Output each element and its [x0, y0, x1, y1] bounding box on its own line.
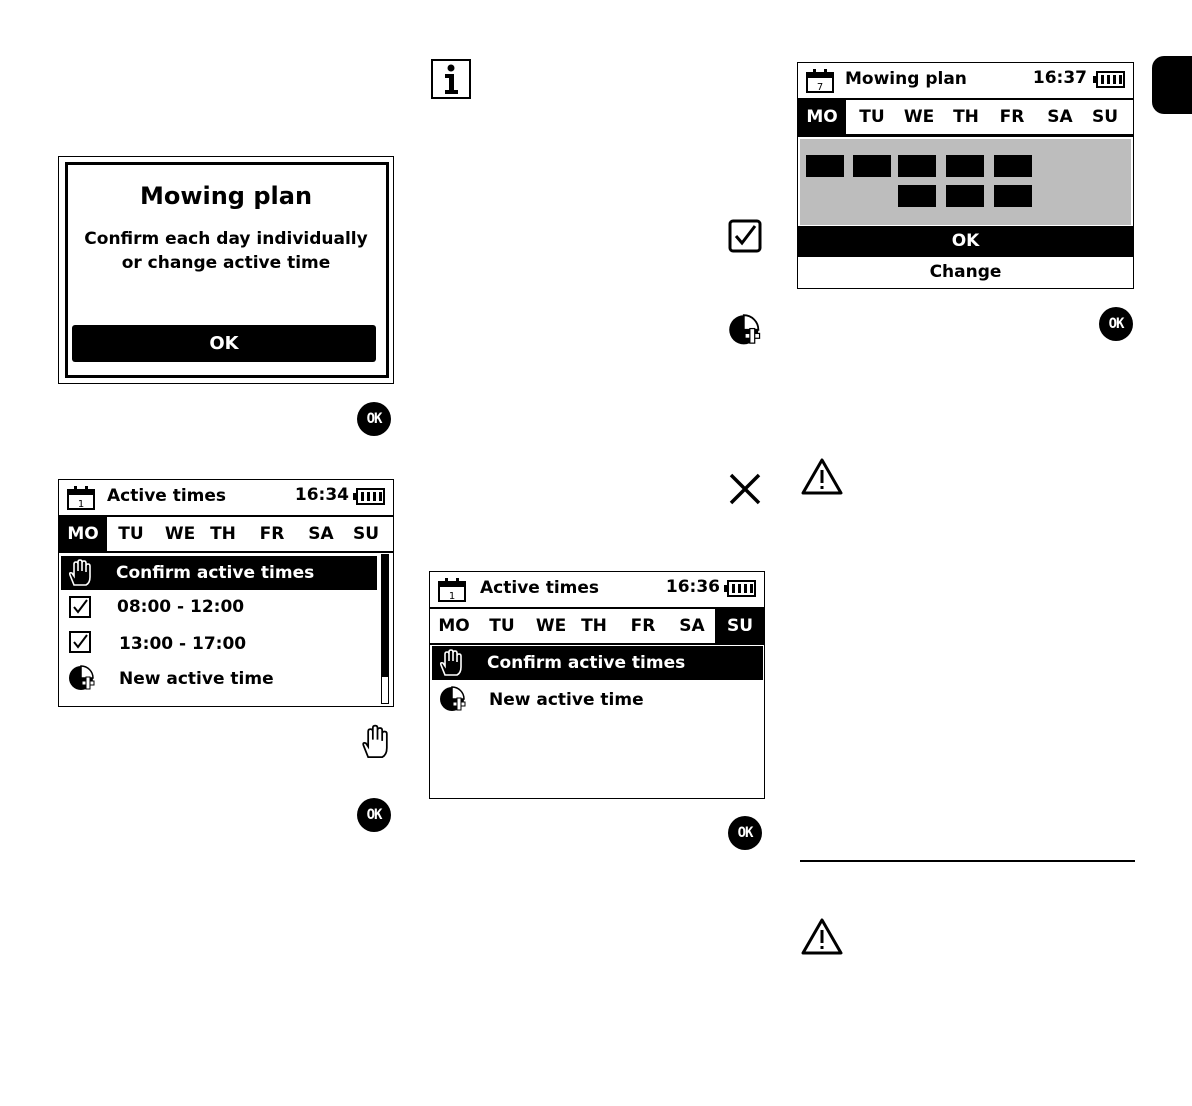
tab-we[interactable]: WE [164, 524, 196, 544]
tab-fr[interactable]: FR [259, 524, 285, 544]
clock-time: 16:36 [665, 577, 720, 597]
ok-key-icon: OK [357, 402, 391, 436]
clock-time: 16:37 [1032, 68, 1087, 88]
tab-sa[interactable]: SA [308, 524, 334, 544]
dialog-ok-button[interactable]: OK [72, 325, 376, 362]
tab-we[interactable]: WE [903, 107, 935, 127]
menu-item-new-active-time[interactable] [61, 662, 377, 696]
svg-text:1: 1 [77, 499, 85, 510]
day-tabs [798, 100, 1133, 137]
svg-text:1: 1 [448, 591, 456, 602]
menu-item-confirm-active-times[interactable] [61, 556, 377, 590]
schedule-block [946, 185, 984, 207]
menu-item-label: Confirm active times [116, 563, 315, 583]
new-time-icon [439, 686, 467, 714]
calendar-icon [67, 486, 95, 510]
dialog-text-line1: Confirm each day individually [84, 229, 368, 249]
active-time-1[interactable] [61, 590, 377, 624]
tab-tu[interactable]: TU [489, 616, 515, 636]
tab-mo[interactable]: MO [59, 517, 107, 551]
screen-header [430, 572, 764, 609]
hand-icon [360, 724, 388, 760]
close-icon [728, 472, 762, 506]
warning-icon [801, 457, 843, 495]
menu-item-confirm-active-times[interactable] [432, 646, 763, 680]
warning-icon [801, 917, 843, 955]
hand-icon [438, 649, 462, 677]
ok-key-icon: OK [728, 816, 762, 850]
mowing-plan-dialog [58, 156, 394, 384]
schedule-block [946, 155, 984, 177]
tab-su[interactable]: SU [352, 524, 380, 544]
tab-th[interactable]: TH [581, 616, 607, 636]
menu-item-label: Confirm active times [487, 653, 686, 673]
battery-icon [353, 488, 385, 505]
checkbox-icon [69, 631, 91, 653]
schedule-block [994, 185, 1032, 207]
mowing-plan-screen [797, 62, 1134, 289]
checkbox-icon [69, 596, 91, 618]
tab-su[interactable]: SU [1091, 107, 1119, 127]
schedule-block [853, 155, 891, 177]
screen-title: Mowing plan [845, 69, 967, 89]
active-times-screen-monday [58, 479, 394, 707]
active-times-screen-sunday [429, 571, 765, 799]
active-time-label: 08:00 - 12:00 [117, 597, 245, 617]
tab-th[interactable]: TH [953, 107, 979, 127]
ok-key-icon: OK [1099, 307, 1133, 341]
tab-we[interactable]: WE [535, 616, 567, 636]
new-time-icon [728, 314, 762, 348]
screen-header [59, 480, 393, 517]
tab-su[interactable]: SU [715, 609, 765, 643]
checkbox-icon [728, 219, 762, 253]
dialog-title: Mowing plan [139, 182, 313, 210]
menu-item-label: New active time [119, 669, 274, 689]
tab-mo[interactable]: MO [438, 616, 470, 636]
battery-icon [1093, 71, 1125, 88]
schedule-block [806, 155, 844, 177]
ok-button[interactable]: OK [798, 226, 1133, 257]
active-time-label: 13:00 - 17:00 [119, 634, 247, 654]
screen-header [798, 63, 1133, 100]
calendar-icon [438, 578, 466, 602]
schedule-block [898, 185, 936, 207]
new-time-icon [68, 665, 96, 693]
schedule-block [994, 155, 1032, 177]
change-button[interactable]: Change [929, 262, 1002, 282]
tab-tu[interactable]: TU [859, 107, 885, 127]
tab-tu[interactable]: TU [118, 524, 144, 544]
svg-text:7: 7 [816, 82, 824, 93]
tab-mo[interactable]: MO [798, 100, 846, 134]
day-tabs [59, 517, 393, 553]
dialog-text-line2: or change active time [121, 253, 331, 273]
tab-th[interactable]: TH [210, 524, 236, 544]
calendar-icon [806, 69, 834, 93]
ok-key-icon: OK [357, 798, 391, 832]
schedule-block [898, 155, 936, 177]
chapter-tab [1152, 56, 1192, 114]
screen-title: Active times [480, 578, 600, 598]
info-icon [431, 59, 471, 99]
section-divider [800, 860, 1135, 862]
menu-item-label: New active time [489, 690, 644, 710]
day-tabs [430, 609, 764, 645]
tab-sa[interactable]: SA [1047, 107, 1073, 127]
battery-icon [724, 580, 756, 597]
hand-icon [67, 559, 91, 587]
screen-title: Active times [107, 486, 227, 506]
clock-time: 16:34 [294, 485, 349, 505]
tab-fr[interactable]: FR [999, 107, 1025, 127]
scrollbar[interactable] [381, 554, 389, 704]
active-time-2[interactable] [61, 627, 377, 661]
tab-sa[interactable]: SA [679, 616, 705, 636]
schedule-overview [800, 139, 1131, 225]
tab-fr[interactable]: FR [630, 616, 656, 636]
menu-item-new-active-time[interactable] [432, 683, 763, 717]
